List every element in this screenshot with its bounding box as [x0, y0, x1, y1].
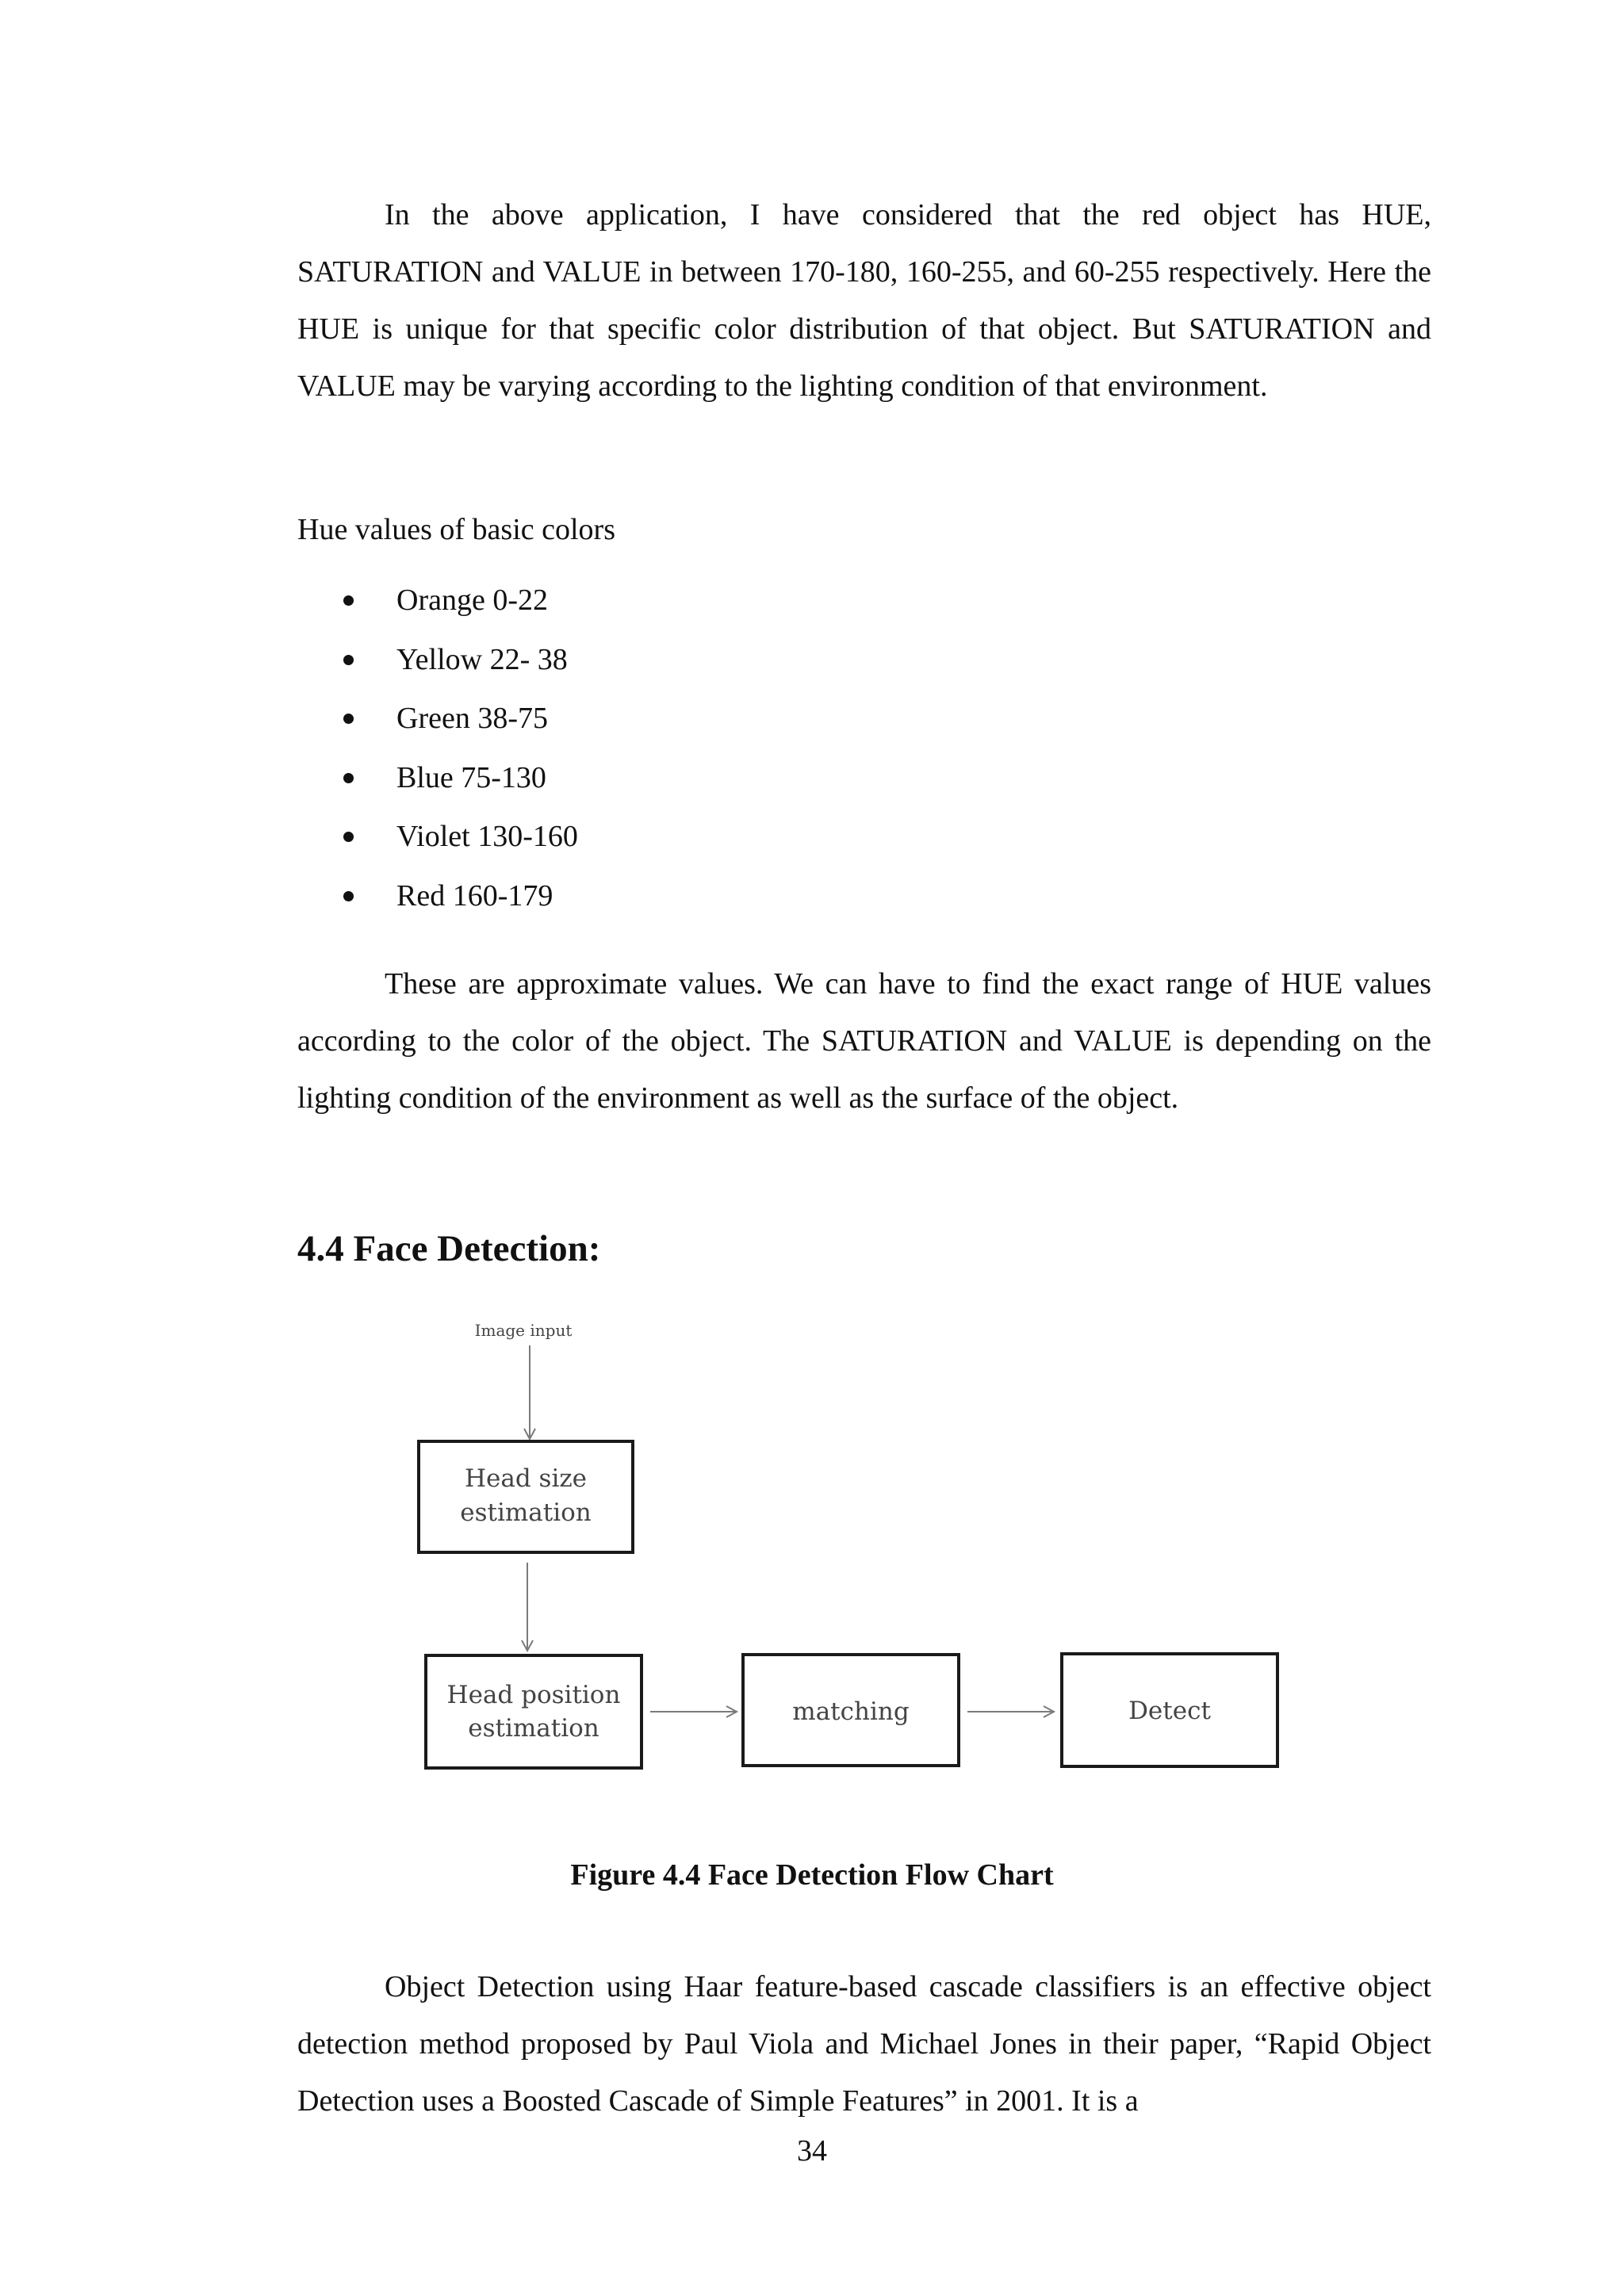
bullet-icon — [343, 891, 354, 901]
head-size-label-line1: Head size — [464, 1464, 588, 1493]
figure-caption: Figure 4.4 Face Detection Flow Chart — [570, 1858, 1054, 1892]
matching-label: matching — [792, 1697, 910, 1726]
approximate-values-paragraph: These are approximate values. We can have to find the exact range of HUE values according to the color of the object. The SATURATION and VALUE is depending on the lighting condition of the environment as well as the surface of the object. — [297, 967, 1431, 1115]
head-position-label-line1: Head position — [446, 1681, 621, 1709]
hue-list-item: Violet 130-160 — [297, 817, 578, 876]
bullet-icon — [343, 595, 354, 606]
head-size-label-line2: estimation — [460, 1498, 592, 1527]
hue-list-item: Red 160-179 — [297, 876, 578, 936]
hue-list-item: Yellow 22- 38 — [297, 640, 578, 699]
bullet-icon — [343, 714, 354, 724]
bullet-icon — [343, 655, 354, 665]
hsv-threshold-paragraph: In the above application, I have considered that the red object has HUE, SATURATION and VALUE in between 170-180, 160-255, and 60-255 respectively. Here the HUE is unique for that specific color distribution of that object. But SATURATION and VALUE may be varying according to the lighting condition of that environment. — [297, 198, 1431, 403]
image-input-label: Image input — [474, 1321, 573, 1340]
section-heading: 4.4 Face Detection: — [297, 1228, 601, 1269]
hue-list-item: Green 38-75 — [297, 698, 578, 758]
bullet-icon — [343, 832, 354, 842]
head-size-estimation-box — [419, 1441, 633, 1552]
hue-values-label: Hue values of basic colors — [297, 513, 615, 546]
haar-cascade-paragraph: Object Detection using Haar feature-based cascade classifiers is an effective object detection method proposed by Paul Viola and Michael Jones in their paper, “Rapid Object Detection uses a Boosted Cascade of Simple Features” in 2001. It is a — [297, 1970, 1431, 2118]
head-position-label-line2: estimation — [468, 1714, 599, 1743]
bullet-icon — [343, 773, 354, 783]
head-position-estimation-box — [426, 1655, 642, 1768]
face-detection-flow-chart — [396, 1312, 1308, 1788]
detect-label: Detect — [1128, 1697, 1211, 1725]
hue-values-list — [297, 580, 578, 935]
hue-list-item: Orange 0-22 — [297, 580, 578, 640]
hue-list-item: Blue 75-130 — [297, 758, 578, 817]
page-number: 34 — [797, 2134, 827, 2168]
